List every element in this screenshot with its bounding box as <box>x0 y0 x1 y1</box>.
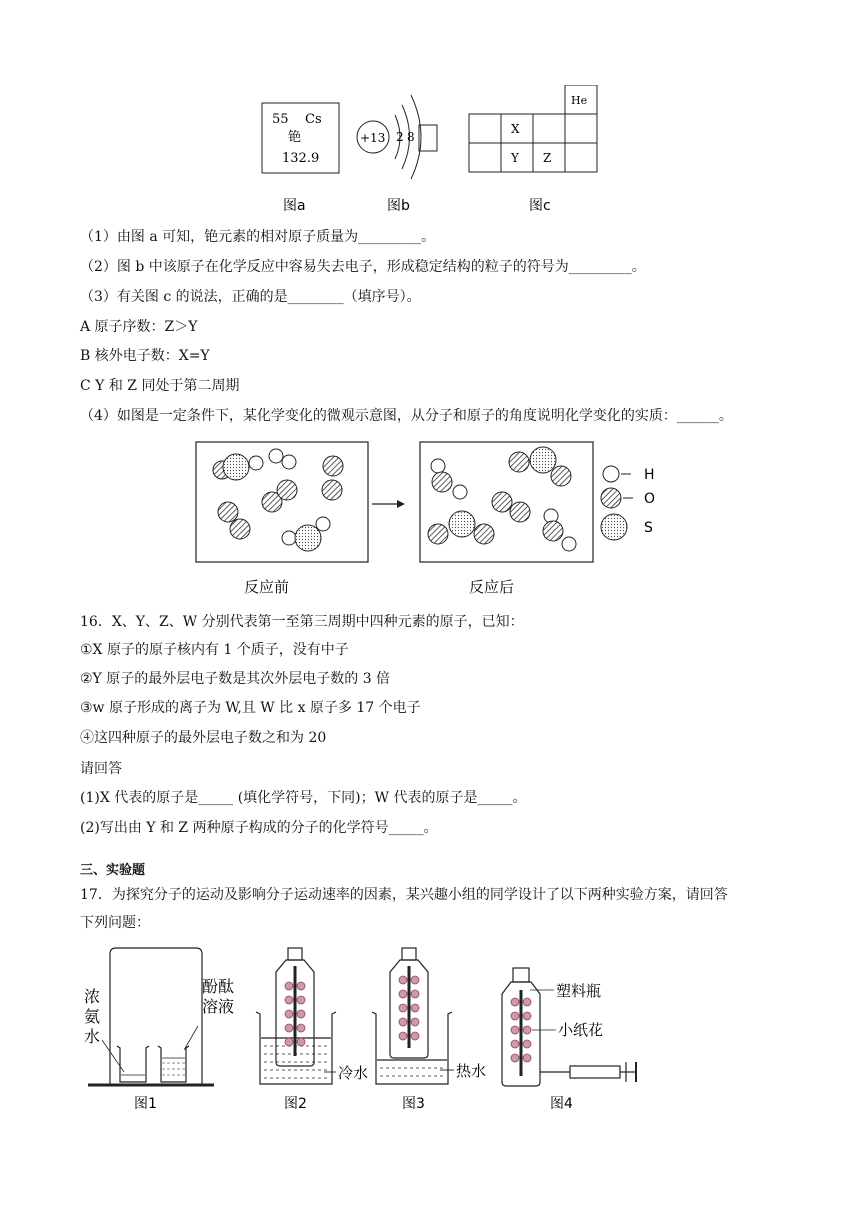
h-atom <box>316 517 330 531</box>
o-atom <box>510 502 530 522</box>
q16-sub-2: (2)写出由 Y 和 Z 两种原子构成的分子的化学符号_____。 <box>80 820 438 836</box>
q15-part3: （3）有关图 c 的说法，正确的是________（填序号）。 <box>80 289 421 305</box>
fig2-apparatus <box>256 948 336 1084</box>
atom-legend <box>601 466 633 540</box>
o-atom <box>509 452 529 472</box>
q16-condition-4: ④这四种原子的最外层电子数之和为 20 <box>80 730 327 746</box>
o-atom <box>277 480 297 500</box>
caption-fig-1: 图1 <box>134 1096 157 1112</box>
figure-abc <box>255 85 605 220</box>
fig1-phenol-label-1: 酚酞 <box>202 977 235 996</box>
o-atom <box>230 519 250 539</box>
fig1-ammonia-label-1: 浓 <box>84 987 101 1006</box>
o-atom <box>551 466 571 486</box>
element-mass: 132.9 <box>282 151 320 166</box>
section-title: 三、实验题 <box>80 863 146 878</box>
shell-1-electrons: 2 <box>396 130 404 144</box>
caption-fig-3: 图3 <box>402 1096 425 1112</box>
q15-part4: （4）如图是一定条件下，某化学变化的微观示意图，从分子和原子的角度说明化学变化的实质：______。 <box>80 408 733 424</box>
caption-fig-2: 图2 <box>284 1096 307 1112</box>
q17-line-1: 17．为探究分子的运动及影响分子运动速率的因素，某兴趣小组的同学设计了以下两种实验方案，请回答 <box>80 887 728 903</box>
after-caption: 反应后 <box>469 578 515 596</box>
fig4-bottle-label: 塑料瓶 <box>556 982 602 1000</box>
h-atom <box>562 537 576 551</box>
o-atom <box>432 472 452 492</box>
table-cell-y: Y <box>511 151 519 165</box>
o-atom <box>474 524 494 544</box>
q15-part1: （1）由图 a 可知，铯元素的相对原子质量为_________。 <box>80 229 436 245</box>
q15-option-c: C Y 和 Z 同处于第二周期 <box>80 378 240 394</box>
shell-3-blank-box <box>419 125 437 151</box>
q16-sub-1: (1)X 代表的原子是_____ (填化学符号，下同)；W 代表的原子是_____。 <box>80 790 527 806</box>
q16-condition-3: ③w 原子形成的离子为 W,且 W 比 x 原子多 17 个电子 <box>80 700 421 716</box>
element-symbol: Cs <box>305 112 322 127</box>
table-cell-x: X <box>511 122 520 136</box>
atom-structure-diagram <box>357 95 437 179</box>
s-atom <box>449 511 475 537</box>
legend-s-label: S <box>644 520 653 536</box>
o-atom <box>543 521 563 541</box>
q15-option-b: B 核外电子数：X=Y <box>80 348 210 364</box>
reaction-arrow <box>372 500 405 508</box>
reaction-micro-diagram <box>190 436 680 601</box>
o-atom <box>323 456 343 476</box>
element-name: 铯 <box>288 130 302 145</box>
h-atom <box>282 455 296 469</box>
caption-fig-4: 图4 <box>550 1096 573 1112</box>
h-atom <box>282 531 296 545</box>
fig2-cold-water-label: 冷水 <box>338 1064 369 1082</box>
fig4-flower-label: 小纸花 <box>558 1021 604 1039</box>
before-caption: 反应前 <box>244 578 290 596</box>
q16-stem: 16．X、Y、Z、W 分别代表第一至第三周期中四种元素的原子，已知： <box>80 614 524 630</box>
q16-condition-2: ②Y 原子的最外层电子数是其次外层电子数的 3 倍 <box>80 671 391 687</box>
o-atom <box>492 492 512 512</box>
h-atom <box>431 459 445 473</box>
caption-fig-b: 图b <box>387 198 410 214</box>
h-atom <box>269 449 283 463</box>
h-atom <box>453 485 467 499</box>
caption-fig-a: 图a <box>283 198 306 214</box>
fig1-ammonia-label-2: 氨 <box>84 1007 101 1026</box>
experiment-figures <box>80 938 650 1113</box>
fig1-apparatus <box>88 948 214 1085</box>
fig3-apparatus <box>372 948 454 1084</box>
caption-fig-c: 图c <box>529 198 551 214</box>
q15-part2: （2）图 b 中该原子在化学反应中容易失去电子，形成稳定结构的粒子的符号为_________。 <box>80 259 646 275</box>
s-atom <box>295 525 321 551</box>
legend-h-label: H <box>644 467 655 483</box>
nucleus-charge: +13 <box>360 131 386 145</box>
q15-option-a: A 原子序数：Z＞Y <box>80 319 198 335</box>
table-cell-he: He <box>571 94 588 107</box>
element-box-cs <box>262 103 339 173</box>
q16-condition-1: ①X 原子的原子核内有 1 个质子，没有中子 <box>80 642 349 658</box>
element-number: 55 <box>272 112 289 127</box>
q17-line-2: 下列问题： <box>80 915 150 931</box>
o-atom <box>218 502 238 522</box>
legend-o-label: O <box>644 491 656 507</box>
fig3-hot-water-label: 热水 <box>456 1062 487 1080</box>
fig1-ammonia-label-3: 水 <box>84 1027 101 1046</box>
s-atom <box>530 447 556 473</box>
table-cell-z: Z <box>543 151 552 165</box>
o-atom <box>322 480 342 500</box>
h-atom <box>249 456 263 470</box>
shell-2-electrons: 8 <box>407 130 415 144</box>
fig1-phenol-label-2: 溶液 <box>202 997 235 1016</box>
q16-ask: 请回答 <box>80 761 122 777</box>
s-atom <box>223 454 249 480</box>
o-atom <box>428 524 448 544</box>
